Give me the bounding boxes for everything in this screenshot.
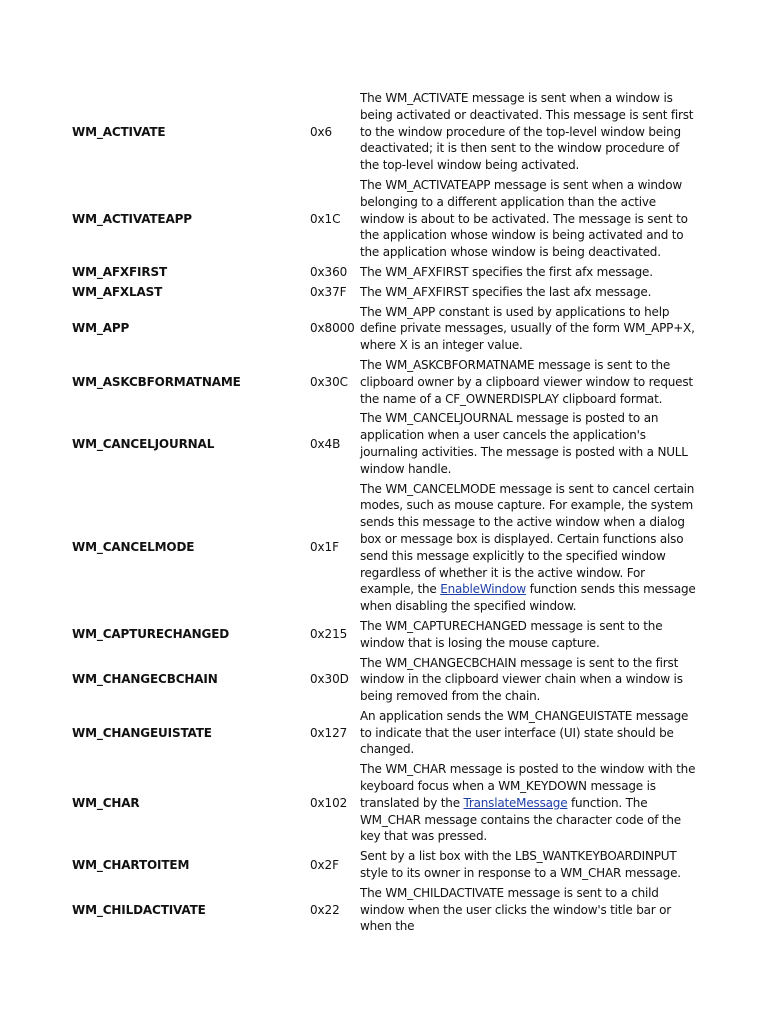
message-description: The WM_CHILDACTIVATE message is sent to a child window when the user clicks the window's title bar or when the (360, 885, 672, 934)
message-description: The WM_ASKCBFORMATNAME message is sent to the clipboard owner by a clipboard viewer window to request the name of a CF_OWNERDISPLAY clipboard format. (360, 357, 693, 406)
message-code: 0x215 (310, 627, 348, 642)
message-description (360, 481, 700, 615)
message-description: The WM_ACTIVATE message is sent when a window is being activated or deactivated. This message is sent first to the window procedure of the top-level window being deactivated; it is then sent to the window procedure of the top-level window being activated. (360, 91, 694, 173)
message-name: WM_CANCELMODE (72, 540, 195, 555)
table-row (72, 761, 702, 845)
table-row (72, 655, 702, 705)
message-code: 0x30C (310, 374, 348, 389)
message-name: WM_AFXLAST (72, 284, 163, 299)
message-name: WM_CHARTOITEM (72, 857, 190, 872)
enablewindow-link[interactable]: EnableWindow (440, 582, 526, 597)
description-text: function. The WM_CHAR message contains the character code of the key that was pressed. (360, 795, 681, 844)
message-name: WM_CAPTURECHANGED (72, 627, 230, 642)
message-table (72, 90, 702, 938)
table-row (72, 410, 702, 477)
description-text: function sends this message when disabling the specified window. (360, 582, 696, 614)
message-code: 0x127 (310, 725, 348, 740)
message-description: The WM_APP constant is used by applications to help define private messages, usually of the form WM_APP+X, where X is an integer value. (360, 304, 695, 353)
message-description: The WM_CAPTURECHANGED message is sent to the window that is losing the mouse capture. (360, 618, 663, 650)
table-row (72, 481, 702, 615)
message-code: 0x6 (310, 124, 333, 139)
table-row (72, 708, 702, 758)
message-name: WM_ACTIVATEAPP (72, 211, 192, 226)
message-code: 0x8000 (310, 321, 355, 336)
message-code: 0x1C (310, 211, 341, 226)
table-row (72, 618, 702, 652)
message-description (360, 761, 700, 845)
message-name: WM_CHANGEUISTATE (72, 725, 212, 740)
message-name: WM_CHILDACTIVATE (72, 902, 206, 917)
message-code: 0x37F (310, 284, 347, 299)
message-description: The WM_AFXFIRST specifies the last afx message. (360, 284, 652, 299)
table-row (72, 177, 702, 261)
table-row (72, 90, 702, 174)
message-description: Sent by a list box with the LBS_WANTKEYBOARDINPUT style to its owner in response to a WM_CHAR message. (360, 849, 681, 881)
message-name: WM_CHANGECBCHAIN (72, 672, 218, 687)
message-description: The WM_CHANGECBCHAIN message is sent to the first window in the clipboard viewer chain when a window is being removed from the chain. (360, 655, 683, 704)
message-description: The WM_AFXFIRST specifies the first afx message. (360, 264, 653, 279)
message-code: 0x22 (310, 902, 340, 917)
translatemessage-link[interactable]: TranslateMessage (463, 795, 568, 810)
message-name: WM_APP (72, 321, 130, 336)
table-row (72, 885, 702, 935)
message-name: WM_CANCELJOURNAL (72, 436, 215, 451)
table-row (72, 304, 702, 354)
message-code: 0x4B (310, 436, 341, 451)
message-name: WM_AFXFIRST (72, 264, 167, 279)
table-row (72, 848, 702, 882)
table-row (72, 284, 702, 301)
description-text: The WM_CANCELMODE message is sent to cancel certain modes, such as mouse capture. For example, the system sends this message to the active window when a dialog box or message box is displayed. Certain functions also send this message explicitly to the specified window regardless of whether it is the active window. For example, the (360, 481, 695, 597)
message-name: WM_ASKCBFORMATNAME (72, 374, 241, 389)
description-text: The WM_CHAR message is posted to the window with the keyboard focus when a WM_KEYDOWN message is translated by the (360, 762, 696, 810)
table-row (72, 264, 702, 281)
message-name: WM_ACTIVATE (72, 124, 166, 139)
message-code: 0x30D (310, 672, 349, 687)
table-row (72, 357, 702, 407)
message-name: WM_CHAR (72, 795, 140, 810)
message-code: 0x1F (310, 540, 339, 555)
message-code: 0x360 (310, 264, 348, 279)
message-description: An application sends the WM_CHANGEUISTATE message to indicate that the user interface (UI) state should be changed. (360, 708, 689, 757)
message-description: The WM_CANCELJOURNAL message is posted to an application when a user cancels the application's journaling activities. The message is posted with a NULL window handle. (360, 411, 688, 476)
message-code: 0x2F (310, 857, 339, 872)
message-description: The WM_ACTIVATEAPP message is sent when a window belonging to a different application than the active window is about to be activated. The message is sent to the application whose window is being activated and to the application whose window is being deactivated. (360, 177, 688, 260)
message-code: 0x102 (310, 795, 348, 810)
